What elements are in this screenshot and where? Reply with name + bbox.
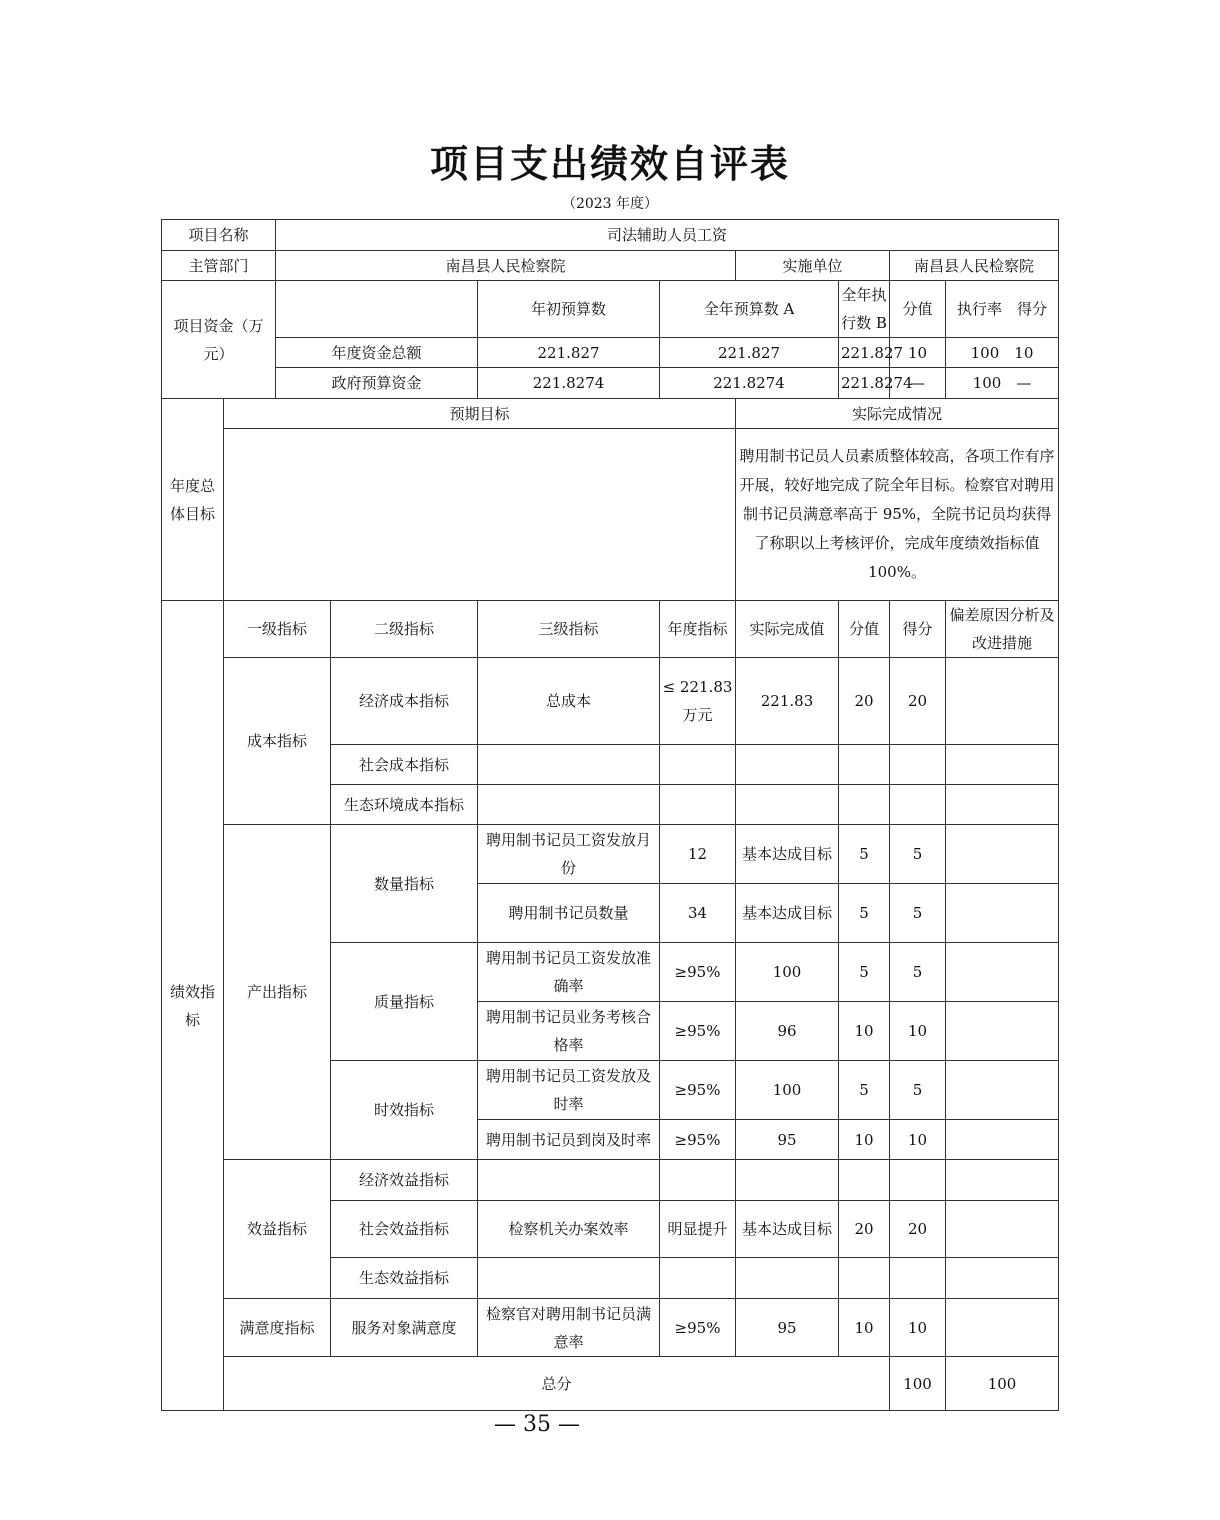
quality-label: 质量指标	[331, 943, 478, 1061]
quality-r2-score: 10	[839, 1002, 890, 1061]
col-score: 分值	[839, 601, 890, 658]
quantity-r1-target: 12	[660, 825, 736, 884]
col-exec: 全年执行数 B	[839, 281, 890, 338]
econ-cost-actual: 221.83	[736, 658, 839, 745]
satisfaction-indicator: 满意度指标	[224, 1299, 331, 1357]
timeliness-r2-actual: 95	[736, 1120, 839, 1160]
col-rate-got	[946, 281, 1059, 338]
timeliness-r1-item: 聘用制书记员工资发放及时率	[478, 1061, 660, 1120]
total-rate-got	[946, 338, 1059, 368]
total-got-value: 100	[946, 1357, 1059, 1411]
page-number: — 35 —	[494, 1412, 580, 1437]
econ-cost-target: ≤ 221.83 万元	[660, 658, 736, 745]
satisfaction-score: 10	[839, 1299, 890, 1357]
actual-completion-value: 聘用制书记员人员素质整体较高，各项工作有序开展，较好地完成了院全年目标。检察官对聘用制书记员满意率高于 95%，全院书记员均获得了称职以上考核评价，完成年度绩效指标值 100%。	[736, 429, 1059, 601]
indicators-label: 绩效指标	[162, 601, 224, 1411]
col-got: 得分	[1017, 300, 1048, 318]
econ-cost-label: 经济成本指标	[331, 658, 478, 745]
quantity-r2-score: 5	[839, 884, 890, 943]
expected-goal-label: 预期目标	[224, 399, 736, 429]
gov-exec: 221.8274	[839, 368, 890, 399]
social-benefit-item: 检察机关办案效率	[478, 1201, 660, 1258]
quality-r2-item: 聘用制书记员业务考核合格率	[478, 1002, 660, 1061]
quantity-r1-score: 5	[839, 825, 890, 884]
gov-funds-label: 政府预算资金	[276, 368, 478, 399]
quantity-r1-actual: 基本达成目标	[736, 825, 839, 884]
satisfaction-target: ≥95%	[660, 1299, 736, 1357]
quality-r1-item: 聘用制书记员工资发放准确率	[478, 943, 660, 1002]
timeliness-r1-target: ≥95%	[660, 1061, 736, 1120]
gov-score: —	[890, 368, 946, 399]
col-annual-target: 年度指标	[660, 601, 736, 658]
project-name-label: 项目名称	[162, 220, 276, 251]
col-got: 得分	[890, 601, 946, 658]
social-cost-label: 社会成本指标	[331, 745, 478, 785]
satisfaction-got: 10	[890, 1299, 946, 1357]
col-level2: 二级指标	[331, 601, 478, 658]
unit-label: 实施单位	[736, 251, 890, 281]
satisfaction-actual: 95	[736, 1299, 839, 1357]
total-rate: 100	[970, 343, 1000, 362]
timeliness-r1-score: 5	[839, 1061, 890, 1120]
output-indicator: 产出指标	[224, 825, 331, 1160]
quality-r1-got: 5	[890, 943, 946, 1002]
total-initial: 221.827	[478, 338, 660, 368]
quantity-r2-actual: 基本达成目标	[736, 884, 839, 943]
unit-value: 南昌县人民检察院	[890, 251, 1059, 281]
col-rate: 执行率	[957, 300, 1003, 318]
satisfaction-item: 检察官对聘用制书记员满意率	[478, 1299, 660, 1357]
dept-value: 南昌县人民检察院	[276, 251, 736, 281]
timeliness-r1-actual: 100	[736, 1061, 839, 1120]
quality-r1-target: ≥95%	[660, 943, 736, 1002]
col-full-budget: 全年预算数 A	[660, 281, 839, 338]
timeliness-r1-got: 5	[890, 1061, 946, 1120]
project-name-value: 司法辅助人员工资	[276, 220, 1059, 251]
quality-r1-actual: 100	[736, 943, 839, 1002]
dept-label: 主管部门	[162, 251, 276, 281]
social-benefit-score: 20	[839, 1201, 890, 1258]
col-level3: 三级指标	[478, 601, 660, 658]
total-score: 10	[890, 338, 946, 368]
total-label: 总分	[224, 1357, 890, 1411]
evaluation-table	[161, 219, 1059, 1411]
quality-r1-score: 5	[839, 943, 890, 1002]
eco-benefit-label: 生态效益指标	[331, 1258, 478, 1299]
service-satisfaction-label: 服务对象满意度	[331, 1299, 478, 1357]
expected-goal-value	[224, 429, 736, 601]
social-benefit-got: 20	[890, 1201, 946, 1258]
econ-benefit-label: 经济效益指标	[331, 1160, 478, 1201]
social-benefit-label: 社会效益指标	[331, 1201, 478, 1258]
econ-cost-item: 总成本	[478, 658, 660, 745]
social-benefit-target: 明显提升	[660, 1201, 736, 1258]
col-score: 分值	[890, 281, 946, 338]
page-title: 项目支出绩效自评表	[429, 142, 790, 186]
quantity-r2-item: 聘用制书记员数量	[478, 884, 660, 943]
gov-rate: 100	[972, 374, 1002, 392]
cost-indicator: 成本指标	[224, 658, 331, 825]
social-benefit-actual: 基本达成目标	[736, 1201, 839, 1258]
eco-cost-label: 生态环境成本指标	[331, 785, 478, 825]
quality-r2-target: ≥95%	[660, 1002, 736, 1061]
quantity-r1-got: 5	[890, 825, 946, 884]
econ-cost-got: 20	[890, 658, 946, 745]
timeliness-label: 时效指标	[331, 1061, 478, 1160]
timeliness-r2-item: 聘用制书记员到岗及时率	[478, 1120, 660, 1160]
quality-r2-got: 10	[890, 1002, 946, 1061]
col-deviation: 偏差原因分析及改进措施	[946, 601, 1059, 658]
gov-got: —	[1016, 374, 1032, 392]
quantity-label: 数量指标	[331, 825, 478, 943]
year-subtitle: （2023 年度）	[561, 196, 659, 212]
timeliness-r2-target: ≥95%	[660, 1120, 736, 1160]
total-funds-label: 年度资金总额	[276, 338, 478, 368]
timeliness-r2-score: 10	[839, 1120, 890, 1160]
quantity-r2-target: 34	[660, 884, 736, 943]
gov-rate-got	[946, 368, 1059, 399]
total-score-value: 100	[890, 1357, 946, 1411]
gov-initial: 221.8274	[478, 368, 660, 399]
timeliness-r2-got: 10	[890, 1120, 946, 1160]
total-full: 221.827	[660, 338, 839, 368]
funds-label: 项目资金（万元）	[162, 281, 276, 399]
gov-full: 221.8274	[660, 368, 839, 399]
econ-cost-score: 20	[839, 658, 890, 745]
col-actual: 实际完成值	[736, 601, 839, 658]
col-level1: 一级指标	[224, 601, 331, 658]
quantity-r1-item: 聘用制书记员工资发放月份	[478, 825, 660, 884]
quantity-r2-got: 5	[890, 884, 946, 943]
total-exec: 221.827	[839, 338, 890, 368]
quality-r2-actual: 96	[736, 1002, 839, 1061]
total-got: 10	[1014, 343, 1034, 362]
col-initial-budget: 年初预算数	[478, 281, 660, 338]
annual-goal-label: 年度总体目标	[162, 399, 224, 601]
actual-completion-label: 实际完成情况	[736, 399, 1059, 429]
benefit-indicator: 效益指标	[224, 1160, 331, 1299]
